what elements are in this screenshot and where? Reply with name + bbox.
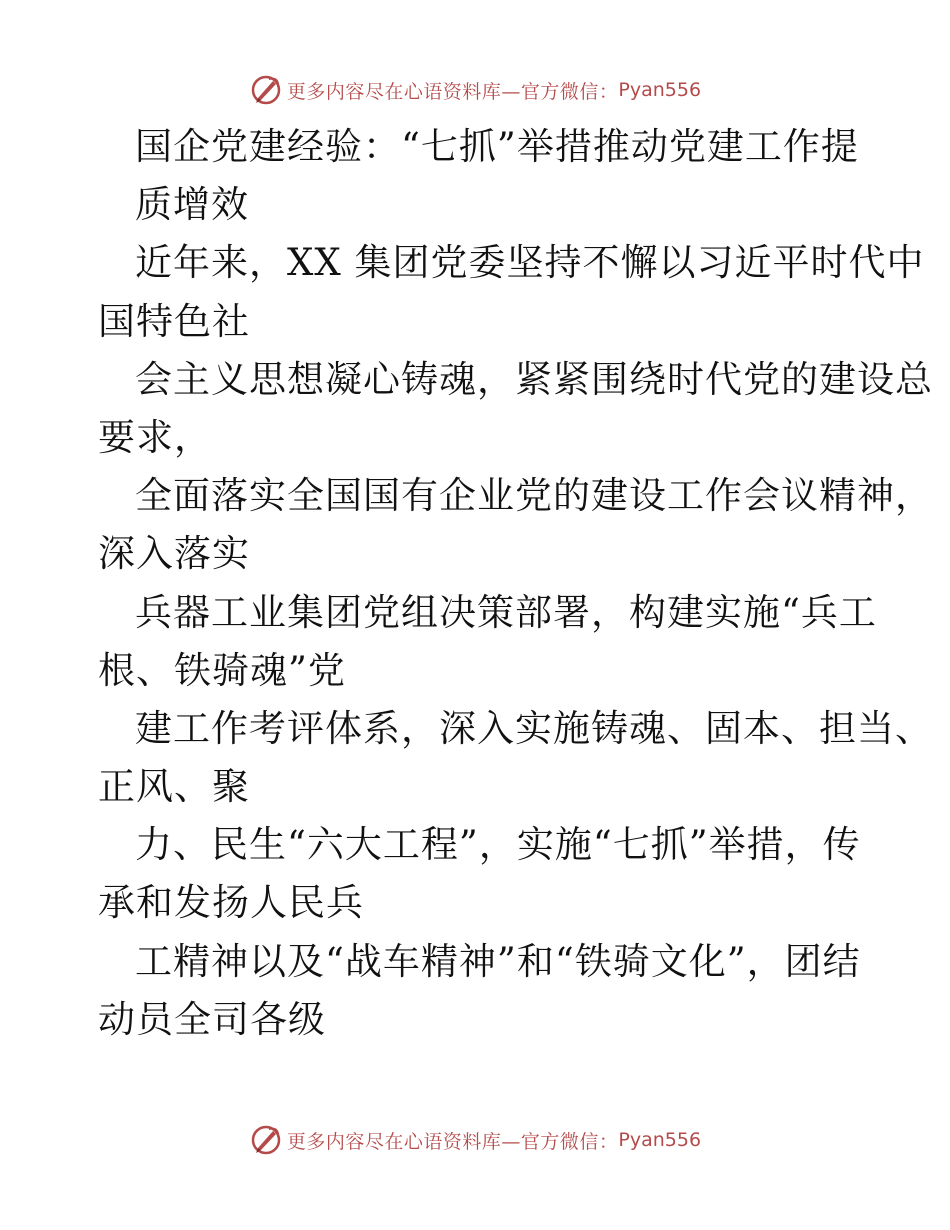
paragraph-line: 近年来，XX 集团党委坚持不懈以习近平时代中 [135,241,925,285]
paragraph-line: 承和发扬人民兵 [98,881,364,925]
document-title-line-1: 国企党建经验：“七抓”举措推动党建工作提 [135,125,859,168]
quill-pen-logo-icon [249,1123,283,1157]
banner-wechat-id: Pyan556 [618,79,702,101]
quill-pen-logo-icon [249,73,283,107]
footer-watermark-banner [0,1120,950,1160]
paragraph-line: 正风、聚 [98,765,250,809]
paragraph-line: 动员全司各级 [98,997,326,1041]
paragraph-line: 根、铁骑魂”党 [98,648,346,692]
paragraph-line: 深入落实 [98,532,250,576]
paragraph-line: 力、民生“六大工程”，实施“七抓”举措，传 [135,823,861,867]
banner-wechat-id: Pyan556 [618,1129,702,1151]
header-watermark-banner [0,70,950,110]
document-title-line-2: 质增效 [135,183,249,227]
paragraph-line: 兵器工业集团党组决策部署，构建实施“兵工 [135,590,877,634]
paragraph-line: 全面落实全国国有企业党的建设工作会议精神， [135,474,933,518]
paragraph-line: 工精神以及“战车精神”和“铁骑文化”，团结 [135,939,861,983]
banner-text: 更多内容尽在心语资料库—官方微信： [286,80,619,103]
paragraph-line: 国特色社 [98,299,250,343]
paragraph-line: 建工作考评体系，深入实施铸魂、固本、担当、 [135,706,933,750]
banner-text: 更多内容尽在心语资料库—官方微信： [286,1130,619,1153]
paragraph-line: 要求， [98,415,212,459]
paragraph-line: 会主义思想凝心铸魂，紧紧围绕时代党的建设总 [135,357,933,401]
document-body [98,118,933,1049]
